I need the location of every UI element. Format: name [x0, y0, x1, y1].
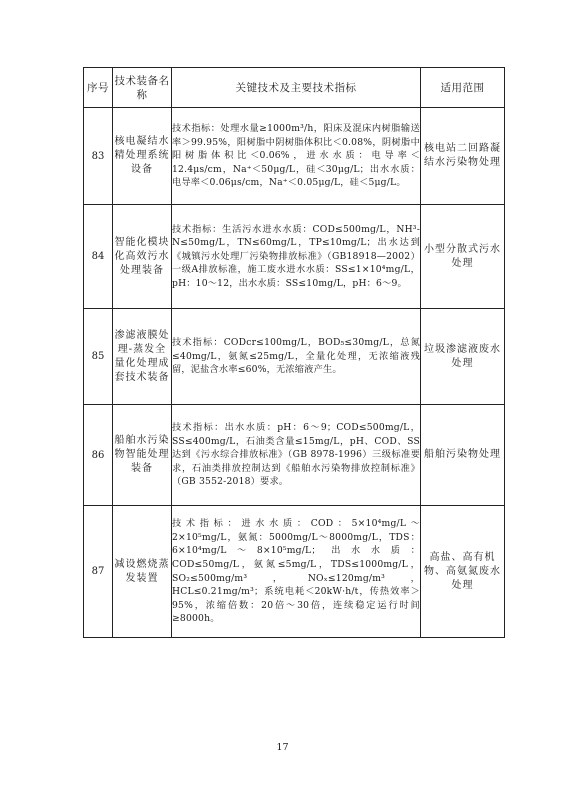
equipment-name: 渗滤液膜处理-蒸发全量化处理成套技术装备 [113, 309, 172, 405]
technical-indicators: 技术指标：生活污水进水水质：COD≤500mg/L，NH³-N≤50mg/L，TN≤60mg/L，TP≤10mg/L；出水达到《城镇污水处理厂污染物排放标准》（GB18918—2002）一级A排放标准，施工废水进水水质：SS≤1×10⁴mg/L，pH：10～12，出水水质：SS≤10mg/L，pH：6～9。 [172, 205, 421, 309]
row-number: 86 [84, 405, 113, 506]
technology-equipment-table [83, 67, 505, 638]
application-scope: 小型分散式污水处理 [421, 205, 505, 309]
header-spec: 关键技术及主要技术指标 [172, 68, 421, 108]
table-header-row [84, 68, 505, 108]
technical-indicators: 技术指标：处理水量≥1000m³/h，阳床及混床内树脂输送率＞99.95%，阳树脂中阴树脂体积比＜0.08%，阴树脂中阳树脂体积比＜0.06%，进水水质：电导率＜12.4μs/cm，Na⁺＜50μg/L，硅＜30μg/L；出水水质：电导率＜0.06μs/cm，Na⁺＜0.05μg/L，硅＜5μg/L。 [172, 108, 421, 205]
technical-indicators: 技术指标：出水水质：pH：6～9；COD≤500mg/L，SS≤400mg/L，石油类含量≤15mg/L，pH、COD、SS达到《污水综合排放标准》（GB 8978-1996）三级标准要求，石油类排放控制达到《船舶水污染物排放控制标准》（GB 3552-2018）要求。 [172, 405, 421, 506]
table-row [84, 205, 505, 309]
row-number: 84 [84, 205, 113, 309]
table-row [84, 506, 505, 638]
header-name: 技术装备名称 [113, 68, 172, 108]
equipment-name: 核电凝结水精处理系统设备 [113, 108, 172, 205]
application-scope: 高盐、高有机物、高氨氮废水处理 [421, 506, 505, 638]
equipment-name: 智能化模块化高效污水处理装备 [113, 205, 172, 309]
table-row [84, 405, 505, 506]
technical-indicators: 技术指标：CODcr≤100mg/L，BOD₅≤30mg/L，总氮≤40mg/L，氨氮≤25mg/L，全量化处理，无浓缩液残留，泥盐含水率≤60%，无浓缩液产生。 [172, 309, 421, 405]
equipment-name: 船舶水污染物智能处理装备 [113, 405, 172, 506]
application-scope: 核电站二回路凝结水污染物处理 [421, 108, 505, 205]
application-scope: 垃圾渗滤液废水处理 [421, 309, 505, 405]
row-number: 85 [84, 309, 113, 405]
technical-indicators: 技术指标：进水水质：COD：5×10⁴mg/L～2×10⁵mg/L，氨氮：5000mg/L～8000mg/L，TDS：6×10⁴mg/L～8×10⁵mg/L；出水水质：COD≤50mg/L，氨氮≤5mg/L，TDS≤1000mg/L，SO₂≤500mg/m³，NOₓ≤120mg/m³，HCL≤0.21mg/m³；系统电耗＜20kW·h/t，传热效率＞95%，浓缩倍数：20倍～30倍，连续稳定运行时间≥8000h。 [172, 506, 421, 638]
row-number: 87 [84, 506, 113, 638]
table-row [84, 309, 505, 405]
application-scope: 船舶污染物处理 [421, 405, 505, 506]
table-row [84, 108, 505, 205]
page-number: 17 [276, 742, 289, 753]
header-no: 序号 [84, 68, 113, 108]
equipment-name: 减设燃烧蒸发装置 [113, 506, 172, 638]
header-scope: 适用范围 [421, 68, 505, 108]
row-number: 83 [84, 108, 113, 205]
